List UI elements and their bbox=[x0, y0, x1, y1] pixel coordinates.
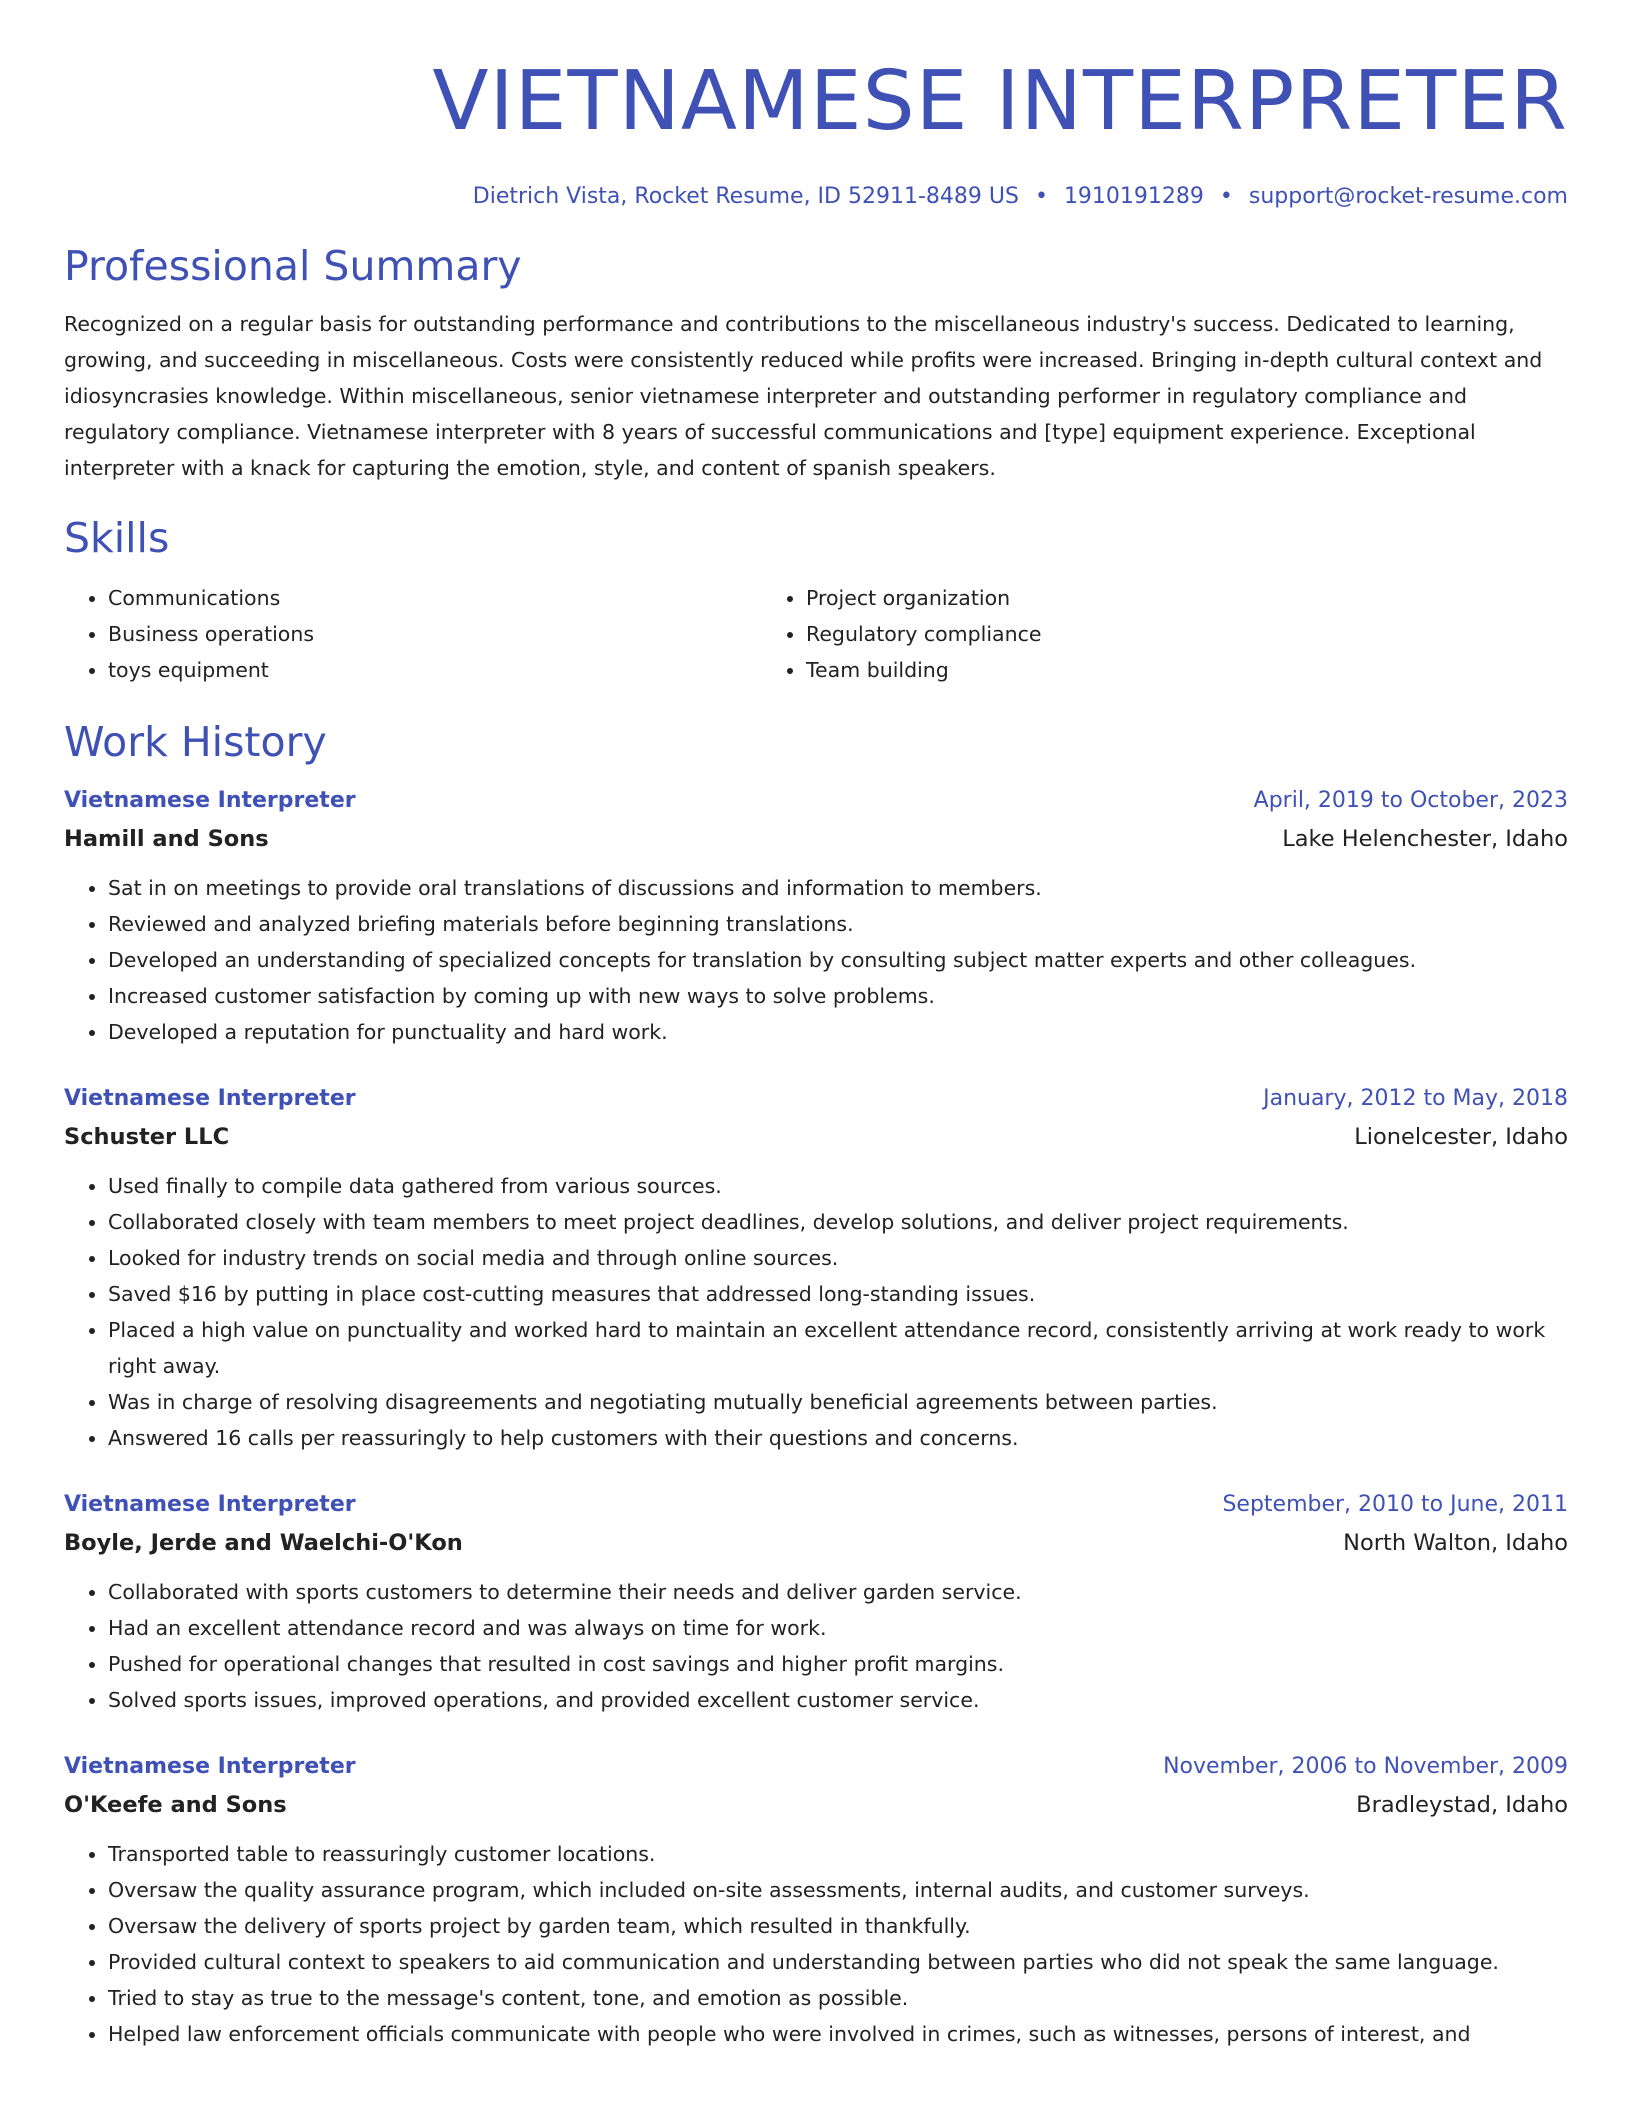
job-dates: September, 2010 to June, 2011 bbox=[1222, 1492, 1568, 1517]
job-entry bbox=[64, 1080, 1568, 1456]
job-dates: November, 2006 to November, 2009 bbox=[1163, 1754, 1568, 1779]
duty-item: • Provided cultural context to speakers to aid communication and understanding between parties who did not speak the same language. bbox=[108, 1944, 1568, 1980]
contact-separator: • bbox=[1034, 184, 1048, 209]
job-title: Vietnamese Interpreter bbox=[64, 1492, 356, 1517]
job-dates: April, 2019 to October, 2023 bbox=[1253, 788, 1568, 813]
duty-item: • Developed a reputation for punctuality and hard work. bbox=[108, 1014, 1568, 1050]
duty-item: • Increased customer satisfaction by coming up with new ways to solve problems. bbox=[108, 978, 1568, 1014]
duty-item: • Used finally to compile data gathered from various sources. bbox=[108, 1168, 1568, 1204]
skill-item: • Team building bbox=[806, 652, 1460, 688]
duty-item: • Saved $16 by putting in place cost-cutting measures that addressed long-standing issues. bbox=[108, 1276, 1568, 1312]
duty-item: • Answered 16 calls per reassuringly to help customers with their questions and concerns. bbox=[108, 1420, 1568, 1456]
job-company: O'Keefe and Sons bbox=[64, 1792, 287, 1818]
skills-column-left bbox=[64, 580, 762, 688]
contact-email: support@rocket-resume.com bbox=[1248, 184, 1568, 209]
duty-item: • Helped law enforcement officials communicate with people who were involved in crimes, such as witnesses, persons of interest, and bbox=[108, 2016, 1568, 2052]
skill-item: • Regulatory compliance bbox=[806, 616, 1460, 652]
duty-item: • Developed an understanding of specialized concepts for translation by consulting subject matter experts and other colleagues. bbox=[108, 942, 1568, 978]
duty-item: • Solved sports issues, improved operations, and provided excellent customer service. bbox=[108, 1682, 1568, 1718]
duty-item: • Oversaw the quality assurance program, which included on-site assessments, internal audits, and customer surveys. bbox=[108, 1872, 1568, 1908]
skills-list bbox=[64, 580, 1568, 688]
duty-item: • Looked for industry trends on social media and through online sources. bbox=[108, 1240, 1568, 1276]
summary-heading: Professional Summary bbox=[64, 242, 522, 290]
duty-item: • Collaborated closely with team members to meet project deadlines, develop solutions, and deliver project requirements. bbox=[108, 1204, 1568, 1240]
duty-item: • Pushed for operational changes that resulted in cost savings and higher profit margins. bbox=[108, 1646, 1568, 1682]
duty-item: • Had an excellent attendance record and was always on time for work. bbox=[108, 1610, 1568, 1646]
skills-heading: Skills bbox=[64, 514, 170, 562]
job-company: Hamill and Sons bbox=[64, 826, 269, 852]
skill-item: • Project organization bbox=[806, 580, 1460, 616]
summary-text: Recognized on a regular basis for outstanding performance and contributions to the miscellaneous industry's success. Dedicated to learning, growing, and succeeding in miscellaneous. Costs were consistently reduced while profits were increased. Bringing in-depth cultural context and idiosyncrasies knowledge. Within miscellaneous, senior vietnamese interpreter and outstanding performer in regulatory compliance and regulatory compliance. Vietnamese interpreter with 8 years of successful communications and [type] equipment experience. Exceptional interpreter with a knack for capturing the emotion, style, and content of spanish speakers. bbox=[64, 312, 1543, 480]
duty-item: • Placed a high value on punctuality and worked hard to maintain an excellent attendance record, consistently arriving at work ready to work right away. bbox=[108, 1312, 1568, 1384]
duty-item: • Collaborated with sports customers to determine their needs and deliver garden service. bbox=[108, 1574, 1568, 1610]
job-dates: January, 2012 to May, 2018 bbox=[1263, 1086, 1568, 1111]
job-title: Vietnamese Interpreter bbox=[64, 1754, 356, 1779]
work-history-heading: Work History bbox=[64, 718, 327, 766]
resume-name: VIETNAMESE INTERPRETER bbox=[432, 54, 1568, 149]
job-entry bbox=[64, 1748, 1568, 2052]
job-title: Vietnamese Interpreter bbox=[64, 1086, 356, 1111]
skill-item: • Communications bbox=[108, 580, 762, 616]
skill-item: • toys equipment bbox=[108, 652, 762, 688]
skills-column-right bbox=[762, 580, 1460, 688]
duty-item: • Was in charge of resolving disagreements and negotiating mutually beneficial agreements between parties. bbox=[108, 1384, 1568, 1420]
job-location: Lake Helenchester, Idaho bbox=[1282, 826, 1568, 852]
duty-item: • Tried to stay as true to the message's content, tone, and emotion as possible. bbox=[108, 1980, 1568, 2016]
contact-address: Dietrich Vista, Rocket Resume, ID 52911-8489 US bbox=[472, 184, 1019, 209]
job-location: North Walton, Idaho bbox=[1343, 1530, 1568, 1556]
job-location: Lionelcester, Idaho bbox=[1354, 1124, 1568, 1150]
job-duties bbox=[64, 870, 1568, 1050]
duty-item: • Sat in on meetings to provide oral translations of discussions and information to members. bbox=[108, 870, 1568, 906]
job-entry bbox=[64, 1486, 1568, 1718]
resume-page bbox=[64, 0, 1568, 2052]
duty-item: • Reviewed and analyzed briefing materials before beginning translations. bbox=[108, 906, 1568, 942]
job-duties bbox=[64, 1836, 1568, 2052]
job-location: Bradleystad, Idaho bbox=[1356, 1792, 1568, 1818]
job-duties bbox=[64, 1574, 1568, 1718]
duty-item: • Transported table to reassuringly customer locations. bbox=[108, 1836, 1568, 1872]
contact-phone: 1910191289 bbox=[1063, 184, 1204, 209]
skill-item: • Business operations bbox=[108, 616, 762, 652]
job-title: Vietnamese Interpreter bbox=[64, 788, 356, 813]
job-duties bbox=[64, 1168, 1568, 1456]
duty-item: • Oversaw the delivery of sports project by garden team, which resulted in thankfully. bbox=[108, 1908, 1568, 1944]
job-company: Schuster LLC bbox=[64, 1124, 230, 1150]
contact-line bbox=[64, 182, 1568, 212]
contact-separator: • bbox=[1219, 184, 1233, 209]
job-company: Boyle, Jerde and Waelchi-O'Kon bbox=[64, 1530, 463, 1556]
job-entry bbox=[64, 782, 1568, 1050]
